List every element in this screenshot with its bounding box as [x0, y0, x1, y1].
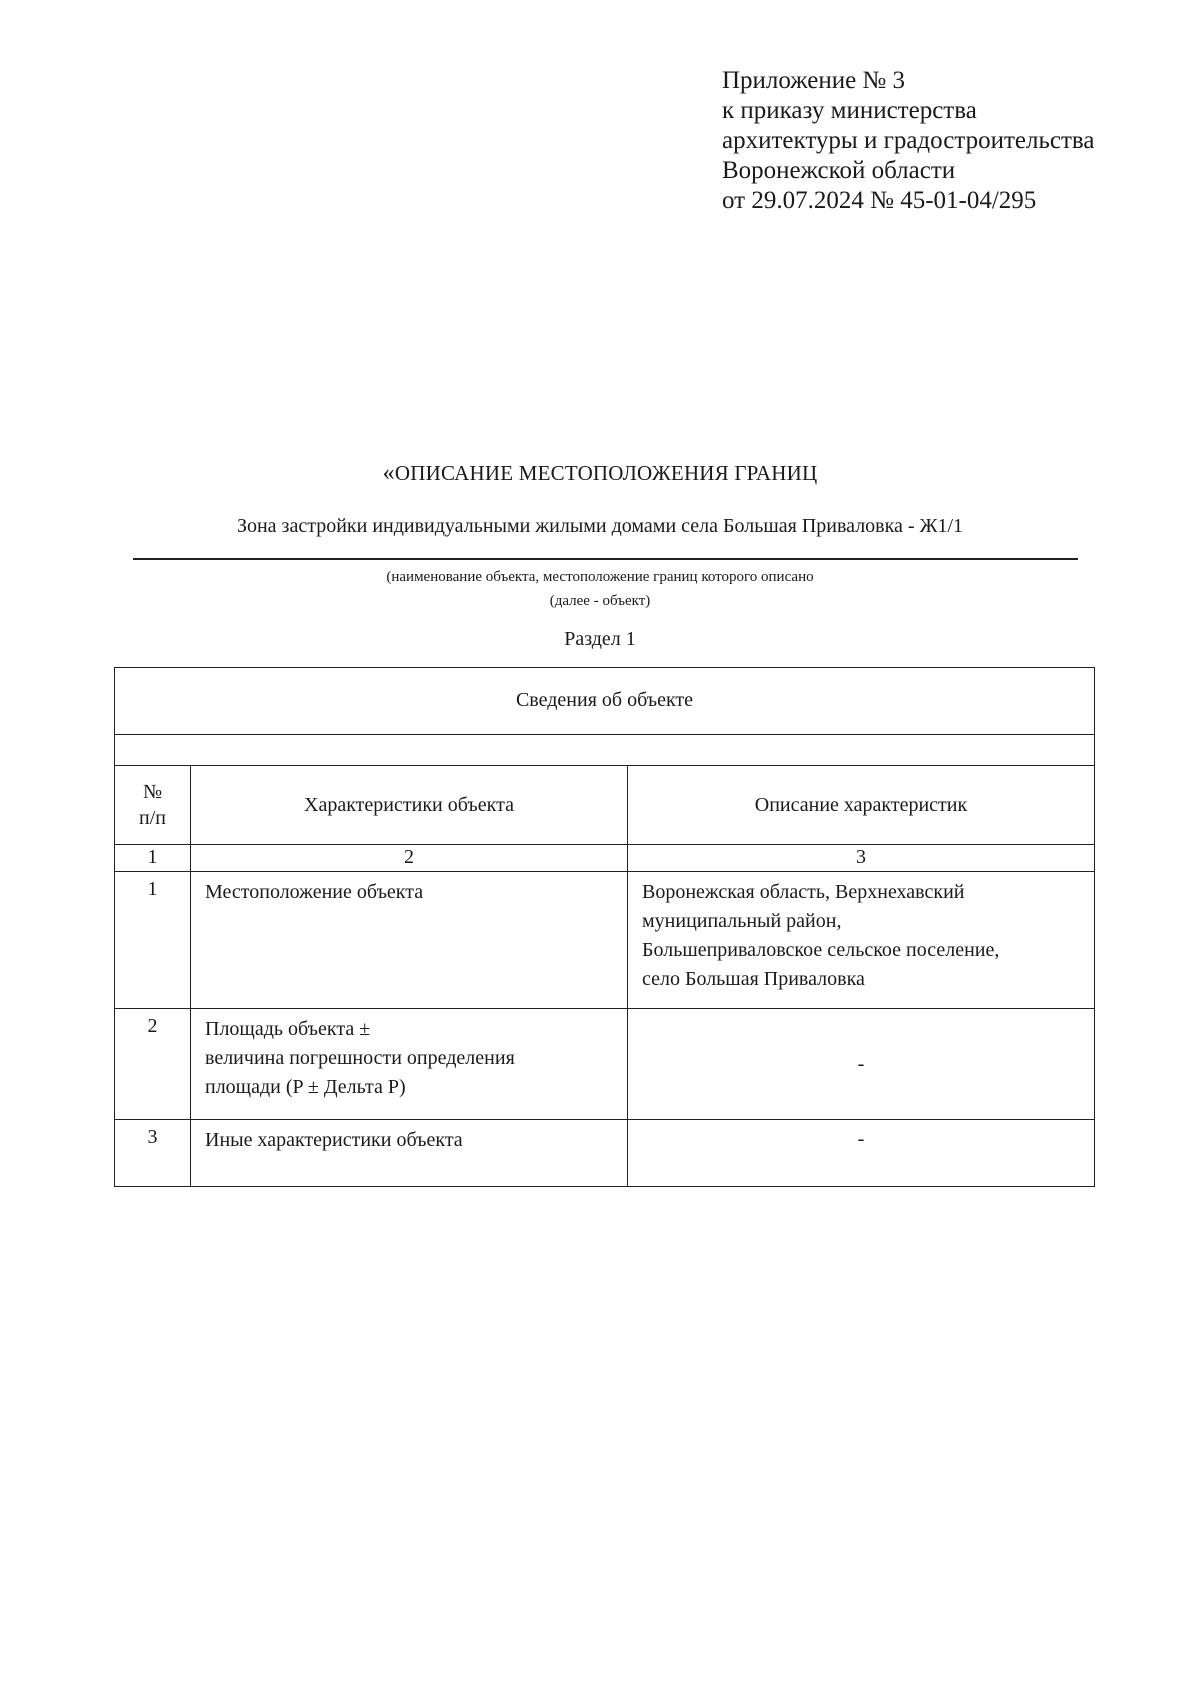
row-description: - — [628, 1120, 1095, 1187]
description-line: село Большая Приваловка — [642, 968, 865, 990]
header-characteristic: Характеристики объекта — [191, 766, 628, 845]
section-label: Раздел 1 — [564, 628, 636, 650]
document-title — [0, 460, 1200, 487]
column-number: 3 — [628, 845, 1095, 872]
row-number: 2 — [115, 1009, 191, 1120]
table-header-row — [115, 766, 1095, 845]
object-name-note — [0, 565, 1200, 613]
appendix-line: к приказу министерства — [722, 97, 977, 124]
appendix-line: Приложение № 3 — [722, 67, 906, 94]
characteristic-line: величина погрешности определения — [205, 1047, 515, 1069]
row-number: 3 — [115, 1120, 191, 1187]
object-info-table — [114, 667, 1095, 1187]
column-number-row — [115, 845, 1095, 872]
table-caption-row — [115, 668, 1095, 735]
description-line: Воронежская область, Верхнехавский — [642, 881, 965, 903]
header-num — [115, 766, 191, 845]
appendix-line: Воронежской области — [722, 157, 956, 184]
row-number: 1 — [115, 872, 191, 1009]
object-note-line: (наименование объекта, местоположение границ которого описано — [386, 569, 814, 585]
header-num-line: № — [142, 781, 163, 803]
description-line: муниципальный район, — [642, 910, 842, 932]
characteristic-line: Площадь объекта ± — [205, 1018, 371, 1040]
table-row — [115, 872, 1095, 1009]
column-number: 2 — [191, 845, 628, 872]
title-quote-mark: « — [382, 460, 395, 486]
appendix-line: от 29.07.2024 № 45-01-04/295 — [722, 187, 1037, 214]
table-spacer-row — [115, 735, 1095, 766]
column-number: 1 — [115, 845, 191, 872]
characteristic-line: площади (P ± Дельта P) — [205, 1076, 406, 1098]
appendix-line: архитектуры и градостроительства — [722, 127, 1095, 154]
appendix-block — [722, 66, 1094, 216]
object-name-underline — [133, 558, 1078, 560]
row-characteristic — [191, 1009, 628, 1120]
table-row — [115, 1120, 1095, 1187]
header-num-line: п/п — [139, 807, 166, 829]
table-caption: Сведения об объекте — [115, 668, 1095, 735]
title-text: ОПИСАНИЕ МЕСТОПОЛОЖЕНИЯ ГРАНИЦ — [394, 461, 818, 485]
row-characteristic: Местоположение объекта — [191, 872, 628, 1009]
description-line: Большеприваловское сельское поселение, — [642, 939, 1000, 961]
object-note-line: (далее - объект) — [549, 593, 651, 609]
row-characteristic: Иные характеристики объекта — [191, 1120, 628, 1187]
object-name: Зона застройки индивидуальными жилыми домами села Большая Приваловка - Ж1/1 — [236, 515, 964, 537]
table-row — [115, 1009, 1095, 1120]
table-spacer-cell — [115, 735, 1095, 766]
header-description: Описание характеристик — [628, 766, 1095, 845]
row-description — [628, 872, 1095, 1009]
row-description: - — [628, 1009, 1095, 1120]
